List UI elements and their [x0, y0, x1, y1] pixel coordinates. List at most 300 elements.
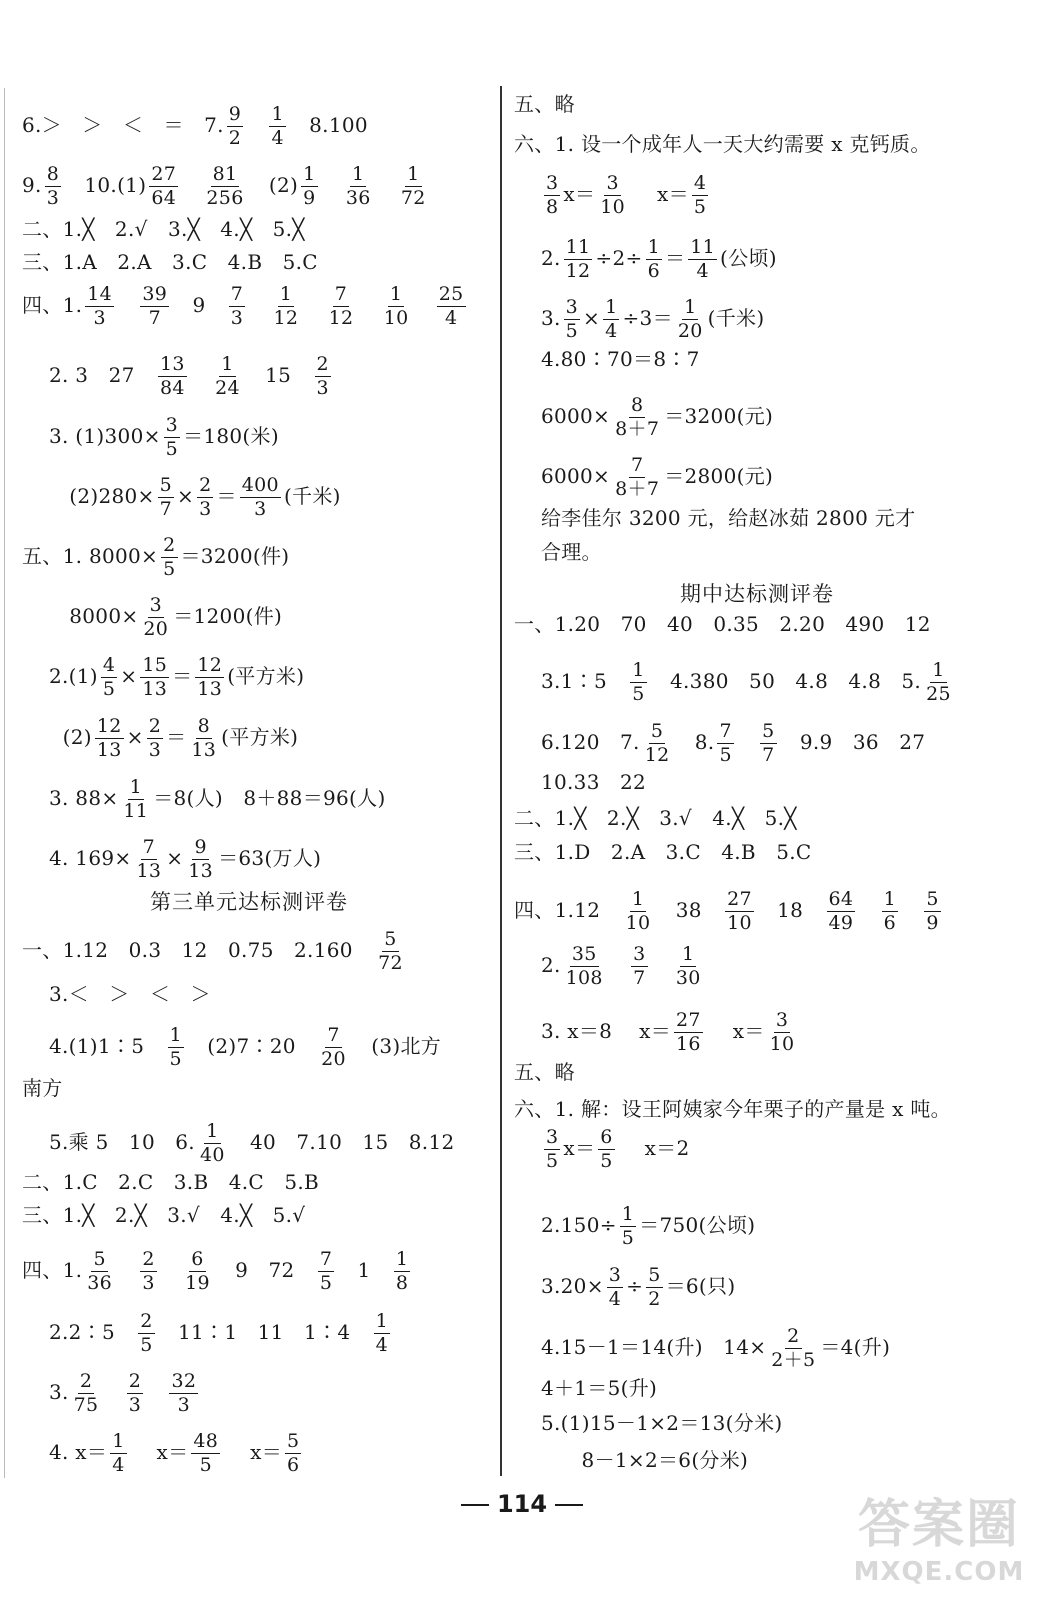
answer-text: [514, 1136, 541, 1160]
fraction: [227, 105, 243, 148]
fraction: [301, 165, 317, 208]
fraction: [141, 596, 170, 639]
fraction: [882, 890, 898, 933]
right-answer-line: [514, 806, 797, 830]
answer-text: [181, 173, 201, 197]
numerator: 2: [199, 474, 212, 496]
answer-text: 5.(1)15－1×2＝13(分米): [514, 1411, 783, 1435]
denominator: 3: [254, 498, 267, 520]
denominator: 72: [378, 952, 403, 974]
left-answer-line: [22, 1076, 63, 1100]
watermark-url: MXQE.COM: [853, 1557, 1025, 1587]
right-answer-line: [514, 661, 956, 704]
fraction: [437, 285, 466, 328]
numerator: 4: [102, 654, 116, 676]
answer-text: ×: [583, 306, 601, 330]
numerator: 1: [621, 1203, 635, 1225]
fraction: [169, 1372, 198, 1415]
answer-text: x＝: [129, 1440, 189, 1464]
denominator: 24: [215, 377, 240, 399]
answer-text: 一、1.20 70 40 0.35 2.20 490 12: [514, 612, 931, 636]
fraction: [240, 476, 281, 519]
denominator: 3: [46, 187, 60, 209]
answer-text: 6.＞ ＞ ＜ ＝ 7.: [22, 113, 224, 137]
denominator: 4: [696, 260, 709, 282]
fraction: [674, 945, 703, 988]
denominator: 7: [159, 498, 173, 520]
numerator: 3: [775, 1009, 789, 1031]
answer-text: 四、1.12: [514, 898, 621, 922]
answer-text: ÷2÷: [595, 246, 643, 270]
denominator: 6: [647, 260, 660, 282]
denominator: 84: [159, 377, 185, 399]
fraction: [158, 476, 174, 519]
answer-text: x＝2: [617, 1136, 690, 1160]
denominator: 8＋7: [615, 418, 660, 440]
left-answer-line: [22, 416, 279, 459]
denominator: 30: [675, 967, 701, 989]
answer-text: 4. 169×: [22, 846, 132, 870]
right-answer-line: [514, 1097, 951, 1121]
right-answer-line: [514, 1266, 735, 1309]
answer-text: 1: [337, 1258, 391, 1282]
answer-text: 8.100: [288, 113, 368, 137]
denominator: 13: [96, 739, 122, 761]
numerator: 2: [79, 1370, 93, 1392]
answer-text: ×: [166, 846, 184, 870]
right-answer-line: [514, 1011, 799, 1054]
fraction: [374, 1312, 390, 1355]
numerator: 32: [171, 1370, 197, 1392]
denominator: 5: [140, 1334, 153, 1356]
left-answer-line: [22, 1250, 413, 1293]
denominator: 5: [565, 320, 579, 342]
denominator: 3: [199, 498, 212, 520]
numerator: 1: [605, 296, 618, 318]
column-divider: [500, 86, 502, 1476]
answer-text: 三、1.╳ 2.╳ 3.√ 4.╳ 5.√: [22, 1203, 306, 1227]
denominator: 4: [375, 1334, 389, 1356]
numerator: 2: [140, 1310, 153, 1332]
answer-text: (2)280×: [22, 484, 155, 508]
answer-text: x＝: [563, 182, 596, 206]
fraction: [229, 285, 245, 328]
numerator: 64: [828, 888, 854, 910]
fraction: [140, 285, 169, 328]
numerator: 13: [159, 353, 185, 375]
fraction: [646, 238, 662, 281]
answer-text: ＝750(公顷): [639, 1213, 756, 1237]
left-answer-line: [22, 1203, 305, 1227]
numerator: 11: [690, 236, 716, 258]
fraction: [195, 656, 224, 699]
fraction: [394, 1250, 410, 1293]
denominator: 13: [136, 860, 162, 882]
denominator: 10: [625, 912, 651, 934]
denominator: 5: [163, 558, 176, 580]
fraction: [327, 285, 356, 328]
answer-text: 9 72: [214, 1258, 315, 1282]
denominator: 5: [165, 438, 179, 460]
fraction: [607, 1266, 623, 1309]
right-answer-line: [514, 298, 764, 341]
fraction: [544, 1128, 560, 1171]
answer-text: 六、1. 设一个成年人一天大约需要 x 克钙质。: [514, 132, 931, 156]
answer-text: 2.: [514, 246, 561, 270]
left-answer-line: [22, 355, 334, 398]
answer-text: (公顷): [720, 246, 777, 270]
numerator: 5: [650, 720, 664, 742]
answer-text: 六、1. 解：设王阿姨家今年栗子的产量是 x 吨。: [514, 1097, 951, 1121]
denominator: 5: [719, 744, 732, 766]
answer-text: 9: [172, 293, 226, 317]
left-answer-line: [22, 1312, 393, 1355]
numerator: 8: [197, 715, 210, 737]
right-answer-line: [514, 1060, 575, 1084]
right-answer-line: [514, 1448, 748, 1472]
answer-text: 2.: [514, 953, 561, 977]
answer-text: ＝: [172, 664, 193, 688]
fraction: [95, 717, 124, 760]
fraction: [760, 722, 776, 765]
denominator: 9: [303, 187, 316, 209]
numerator: 400: [241, 474, 279, 496]
answer-text: (3)北方: [350, 1034, 442, 1058]
fraction: [101, 656, 117, 699]
numerator: 5: [762, 720, 775, 742]
left-answer-line: [22, 1026, 441, 1069]
left-answer-line: [22, 930, 408, 973]
fraction: [376, 930, 405, 973]
answer-text: 五、略: [514, 1060, 575, 1084]
left-answer-line: [22, 285, 469, 328]
answer-text: 11∶1 11 1∶4: [157, 1320, 371, 1344]
answer-text: [248, 293, 268, 317]
fraction: [613, 396, 661, 439]
fraction: [147, 717, 163, 760]
numerator: 48: [193, 1430, 219, 1452]
right-answer-line: [514, 612, 931, 636]
answer-text: [117, 1258, 137, 1282]
fraction: [717, 722, 733, 765]
fraction: [204, 165, 245, 208]
numerator: 7: [319, 1248, 333, 1270]
numerator: 1: [352, 163, 365, 185]
numerator: 15: [142, 654, 168, 676]
denominator: 12: [273, 307, 299, 329]
denominator: 2＋5: [771, 1349, 816, 1371]
answer-text: 二、1.C 2.C 3.B 4.C 5.B: [22, 1170, 320, 1194]
right-answer-line: [514, 722, 925, 765]
section-title-midterm: 期中达标测评卷: [680, 582, 834, 606]
numerator: 1: [395, 1248, 409, 1270]
answer-text: [160, 1258, 180, 1282]
denominator: 3: [148, 739, 162, 761]
fraction: [399, 165, 428, 208]
left-answer-line: [22, 596, 282, 639]
answer-text: [321, 173, 341, 197]
right-answer-line: [514, 840, 812, 864]
answer-text: 给李佳尔 3200 元，给赵冰茹 2800 元才: [514, 506, 916, 530]
answer-text: 二、1.╳ 2.√ 3.╳ 4.╳ 5.╳: [22, 217, 305, 241]
answer-text: 4.80∶70＝8∶7: [514, 347, 700, 371]
denominator: 9: [926, 912, 939, 934]
denominator: 11: [123, 800, 149, 822]
fraction: [272, 285, 301, 328]
answer-text: 15: [244, 363, 312, 387]
fraction: [213, 355, 242, 398]
section-title-unit3: 第三单元达标测评卷: [150, 890, 348, 914]
right-answer-line: [514, 1411, 782, 1435]
fraction: [613, 456, 661, 499]
numerator: 1: [303, 163, 316, 185]
answer-text: 9.9 36 27: [779, 730, 926, 754]
denominator: 8: [395, 1272, 409, 1294]
answer-text: [117, 293, 137, 317]
fraction: [676, 298, 705, 341]
denominator: 2: [228, 127, 242, 149]
numerator: 2: [142, 1248, 155, 1270]
numerator: 11: [565, 236, 591, 258]
answer-text: [358, 293, 378, 317]
numerator: 9: [228, 103, 242, 125]
numerator: 7: [719, 720, 732, 742]
fraction: [149, 165, 178, 208]
denominator: 4: [608, 1288, 622, 1310]
answer-text: 合理。: [514, 540, 602, 564]
left-answer-line: [22, 250, 318, 274]
denominator: 5: [693, 196, 707, 218]
left-answer-line: [22, 1170, 319, 1194]
answer-text: [303, 293, 323, 317]
denominator: 10: [769, 1033, 795, 1055]
numerator: 5: [648, 1264, 661, 1286]
answer-text: ＝8(人) 8＋88＝96(人): [153, 786, 386, 810]
fraction: [183, 1250, 212, 1293]
fraction: [110, 1432, 126, 1475]
numerator: 1: [632, 659, 645, 681]
fraction: [382, 285, 411, 328]
fraction: [924, 890, 940, 933]
numerator: 39: [142, 283, 168, 305]
numerator: 5: [159, 474, 173, 496]
right-answer-line: [514, 1205, 755, 1248]
denominator: 10: [600, 196, 626, 218]
denominator: 25: [926, 683, 951, 705]
denominator: 5: [621, 1227, 635, 1249]
denominator: 5: [319, 1272, 333, 1294]
answer-text: 8－1×2＝6(分米): [514, 1448, 749, 1472]
numerator: 2: [316, 353, 329, 375]
denominator: 13: [142, 678, 168, 700]
left-answer-line: [22, 717, 298, 760]
answer-text: ＝4(升): [820, 1335, 891, 1359]
answer-text: 3. x＝8 x＝: [514, 1019, 672, 1043]
denominator: 7: [148, 307, 161, 329]
right-answer-line: [514, 347, 700, 371]
answer-text: ＝: [166, 725, 187, 749]
fraction: [620, 1205, 636, 1248]
left-answer-line: [22, 838, 321, 881]
numerator: 35: [571, 943, 597, 965]
answer-text: [376, 173, 396, 197]
denominator: 6: [287, 1454, 300, 1476]
numerator: 1: [279, 283, 293, 305]
denominator: 4: [112, 1454, 125, 1476]
answer-text: (千米): [283, 484, 341, 508]
numerator: 27: [151, 163, 177, 185]
numerator: 27: [727, 888, 752, 910]
right-answer-line: [514, 132, 931, 156]
fraction: [269, 105, 285, 148]
numerator: 1: [375, 1310, 389, 1332]
answer-text: 9.: [22, 173, 42, 197]
denominator: 5: [600, 1150, 613, 1172]
denominator: 36: [87, 1272, 113, 1294]
numerator: 1: [221, 353, 234, 375]
denominator: 49: [828, 912, 854, 934]
numerator: 1: [112, 1430, 125, 1452]
left-answer-line: [22, 778, 386, 821]
numerator: 1: [631, 888, 645, 910]
denominator: 3: [142, 1272, 155, 1294]
right-answer-line: [514, 1128, 690, 1171]
answer-text: 2.150÷: [514, 1213, 617, 1237]
denominator: 5: [199, 1454, 212, 1476]
left-answer-line: [22, 1372, 201, 1415]
left-answer-line: [22, 656, 304, 699]
answer-text: [146, 1380, 166, 1404]
fraction: [643, 722, 672, 765]
fraction: [544, 174, 560, 217]
answer-text: ＝180(米): [183, 424, 279, 448]
answer-text: 四、1.: [22, 293, 83, 317]
numerator: 2: [163, 534, 176, 556]
numerator: 7: [327, 1024, 340, 1046]
numerator: 3: [545, 1126, 559, 1148]
answer-text: [413, 293, 433, 317]
denominator: 256: [206, 187, 244, 209]
right-answer-line: [514, 92, 575, 116]
answer-text: 一、1.12 0.3 12 0.75 2.160: [22, 938, 374, 962]
answer-text: x＝: [705, 1019, 765, 1043]
answer-text: x＝: [563, 1136, 596, 1160]
answer-text: (2): [248, 173, 299, 197]
fraction: [598, 174, 627, 217]
numerator: 7: [230, 283, 244, 305]
right-answer-line: [514, 174, 711, 217]
answer-text: 4＋1＝5(升): [514, 1376, 658, 1400]
answer-text: 3.: [22, 1380, 69, 1404]
numerator: 7: [334, 283, 348, 305]
denominator: 5: [102, 678, 116, 700]
numerator: 3: [633, 943, 646, 965]
numerator: 3: [545, 172, 559, 194]
numerator: 1: [129, 776, 142, 798]
numerator: 2: [128, 1370, 142, 1392]
denominator: 13: [197, 678, 223, 700]
answer-text: ÷: [626, 1274, 644, 1298]
right-answer-line: [514, 456, 773, 499]
numerator: 3: [165, 414, 179, 436]
numerator: 1: [684, 296, 697, 318]
answer-text: 8.: [674, 730, 715, 754]
denominator: 7: [633, 967, 646, 989]
numerator: 7: [142, 836, 156, 858]
right-answer-line: [514, 1376, 657, 1400]
denominator: 3: [128, 1394, 142, 1416]
answer-text: 4.(1)1∶5: [22, 1034, 165, 1058]
fraction: [72, 1372, 101, 1415]
numerator: 4: [693, 172, 707, 194]
denominator: 13: [191, 739, 217, 761]
fraction: [768, 1011, 797, 1054]
fraction: [285, 1432, 301, 1475]
watermark-text: 答案圈: [857, 1495, 1020, 1555]
numerator: 6: [600, 1126, 613, 1148]
answer-text: 3. (1)300×: [22, 424, 161, 448]
answer-text: ×: [177, 484, 195, 508]
denominator: 20: [143, 618, 169, 640]
answer-text: ＝6(只): [665, 1274, 736, 1298]
left-edge-line: [4, 88, 5, 1478]
answer-text: 4.15－1＝14(升) 14×: [514, 1335, 767, 1359]
answer-text: 3.: [514, 306, 561, 330]
numerator: 81: [212, 163, 238, 185]
numerator: 1: [883, 888, 896, 910]
fraction: [769, 1327, 817, 1370]
numerator: 1: [271, 103, 284, 125]
fraction: [603, 298, 619, 341]
numerator: 3: [606, 172, 619, 194]
answer-text: [608, 953, 628, 977]
numerator: 12: [96, 715, 122, 737]
numerator: 1: [389, 283, 403, 305]
answer-text: [514, 182, 541, 206]
right-answer-line: [514, 540, 602, 564]
answer-text: ÷3＝: [622, 306, 673, 330]
fraction: [598, 1128, 614, 1171]
answer-text: 五、略: [514, 92, 575, 116]
answer-text: ＝2800(元): [664, 464, 774, 488]
fraction: [564, 298, 580, 341]
denominator: 5: [545, 1150, 559, 1172]
denominator: 12: [644, 744, 670, 766]
answer-text: (千米): [707, 306, 765, 330]
answer-text: [858, 898, 878, 922]
denominator: 4: [444, 307, 458, 329]
answer-text: x＝: [223, 1440, 283, 1464]
answer-text: ＝: [216, 484, 237, 508]
denominator: 10: [727, 912, 752, 934]
numerator: 2: [148, 715, 162, 737]
denominator: 2: [648, 1288, 661, 1310]
fraction: [630, 661, 646, 704]
left-answer-line: [22, 982, 211, 1006]
answer-text: ＝63(万人): [218, 846, 322, 870]
answer-text: 五、1. 8000×: [22, 544, 159, 568]
fraction: [197, 476, 213, 519]
answer-text: (平方米): [221, 725, 299, 749]
fraction: [164, 416, 180, 459]
denominator: 4: [605, 320, 618, 342]
answer-text: (2)7∶20: [186, 1034, 317, 1058]
numerator: 5: [926, 888, 939, 910]
numerator: 5: [287, 1430, 300, 1452]
answer-text: 3.＜ ＞ ＜ ＞: [22, 982, 211, 1006]
fraction: [158, 355, 187, 398]
right-answer-line: [514, 945, 706, 988]
